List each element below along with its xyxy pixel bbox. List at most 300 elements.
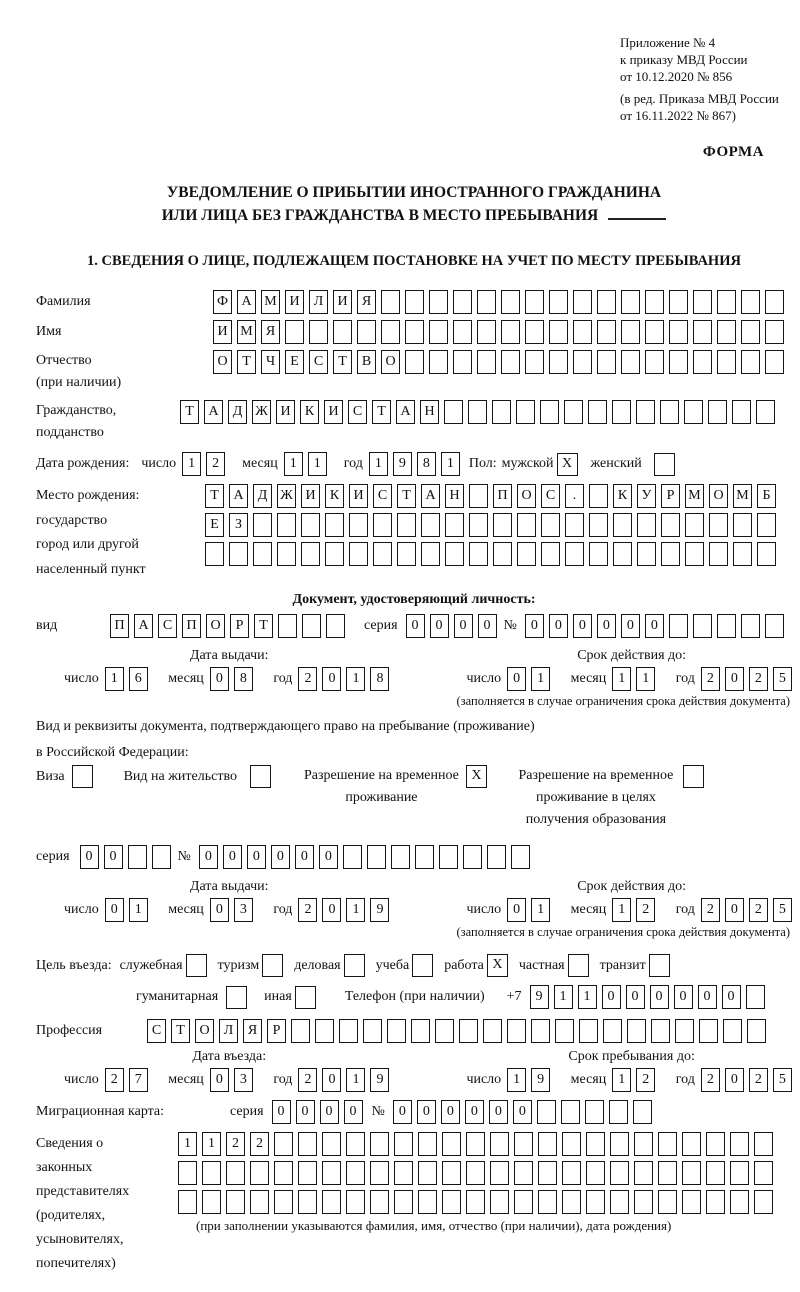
char-box[interactable] — [685, 513, 704, 537]
char-box[interactable]: З — [229, 513, 248, 537]
char-box[interactable] — [757, 542, 776, 566]
char-box[interactable] — [274, 1132, 293, 1156]
char-box[interactable]: О — [517, 484, 536, 508]
char-box[interactable]: 7 — [129, 1068, 148, 1092]
char-box[interactable] — [514, 1190, 533, 1214]
char-box[interactable] — [658, 1132, 677, 1156]
char-box[interactable]: 2 — [701, 898, 720, 922]
char-box[interactable] — [525, 290, 544, 314]
char-box[interactable] — [730, 1190, 749, 1214]
char-box[interactable] — [346, 1190, 365, 1214]
char-box[interactable]: 1 — [178, 1132, 197, 1156]
char-box[interactable] — [538, 1161, 557, 1185]
char-box[interactable] — [514, 1161, 533, 1185]
char-box[interactable]: 0 — [322, 667, 341, 691]
char-box[interactable] — [397, 513, 416, 537]
char-box[interactable] — [325, 513, 344, 537]
char-box[interactable]: У — [637, 484, 656, 508]
char-box[interactable] — [706, 1132, 725, 1156]
char-box[interactable]: 0 — [210, 1068, 229, 1092]
purpose-tourism-checkbox[interactable] — [262, 954, 283, 977]
sex-male-checkbox[interactable]: X — [557, 453, 578, 476]
char-box[interactable]: 0 — [507, 898, 526, 922]
char-box[interactable]: 0 — [406, 614, 425, 638]
char-box[interactable]: Е — [285, 350, 304, 374]
char-box[interactable] — [483, 1019, 502, 1043]
char-box[interactable]: П — [110, 614, 129, 638]
char-box[interactable]: О — [206, 614, 225, 638]
char-box[interactable] — [610, 1190, 629, 1214]
char-box[interactable] — [717, 614, 736, 638]
char-box[interactable] — [621, 290, 640, 314]
char-box[interactable] — [394, 1132, 413, 1156]
char-box[interactable]: 0 — [322, 898, 341, 922]
char-box[interactable] — [562, 1190, 581, 1214]
char-box[interactable] — [466, 1190, 485, 1214]
char-box[interactable] — [301, 513, 320, 537]
char-box[interactable] — [573, 350, 592, 374]
char-box[interactable]: 2 — [749, 1068, 768, 1092]
char-box[interactable] — [730, 1132, 749, 1156]
char-box[interactable] — [561, 1100, 580, 1124]
char-box[interactable] — [349, 542, 368, 566]
char-box[interactable] — [682, 1161, 701, 1185]
char-box[interactable] — [565, 542, 584, 566]
char-box[interactable] — [684, 400, 703, 424]
char-box[interactable]: 0 — [223, 845, 242, 869]
char-box[interactable]: С — [158, 614, 177, 638]
char-box[interactable] — [693, 614, 712, 638]
char-box[interactable]: А — [421, 484, 440, 508]
char-box[interactable]: В — [357, 350, 376, 374]
char-box[interactable] — [564, 400, 583, 424]
char-box[interactable]: 0 — [650, 985, 669, 1009]
char-box[interactable]: 1 — [612, 667, 631, 691]
purpose-official-checkbox[interactable] — [186, 954, 207, 977]
char-box[interactable] — [621, 320, 640, 344]
char-box[interactable] — [597, 320, 616, 344]
char-box[interactable]: Р — [661, 484, 680, 508]
char-box[interactable] — [517, 542, 536, 566]
char-box[interactable]: 0 — [80, 845, 99, 869]
char-box[interactable]: С — [309, 350, 328, 374]
char-box[interactable] — [610, 1161, 629, 1185]
char-box[interactable]: 9 — [531, 1068, 550, 1092]
char-box[interactable]: 5 — [773, 898, 792, 922]
residence-permit-checkbox[interactable] — [250, 765, 271, 788]
char-box[interactable]: 8 — [370, 667, 389, 691]
char-box[interactable] — [453, 350, 472, 374]
char-box[interactable] — [669, 350, 688, 374]
char-box[interactable]: 9 — [370, 1068, 389, 1092]
char-box[interactable] — [525, 320, 544, 344]
char-box[interactable] — [394, 1161, 413, 1185]
char-box[interactable]: Ф — [213, 290, 232, 314]
char-box[interactable] — [477, 320, 496, 344]
char-box[interactable] — [746, 985, 765, 1009]
char-box[interactable]: 1 — [578, 985, 597, 1009]
char-box[interactable] — [453, 320, 472, 344]
char-box[interactable] — [302, 614, 321, 638]
char-box[interactable]: К — [300, 400, 319, 424]
char-box[interactable] — [429, 290, 448, 314]
char-box[interactable] — [741, 320, 760, 344]
char-box[interactable]: 3 — [234, 898, 253, 922]
char-box[interactable] — [469, 513, 488, 537]
char-box[interactable] — [693, 350, 712, 374]
char-box[interactable] — [277, 542, 296, 566]
char-box[interactable] — [339, 1019, 358, 1043]
char-box[interactable] — [477, 290, 496, 314]
char-box[interactable] — [435, 1019, 454, 1043]
char-box[interactable] — [708, 400, 727, 424]
char-box[interactable] — [298, 1161, 317, 1185]
char-box[interactable]: 0 — [725, 898, 744, 922]
char-box[interactable] — [538, 1132, 557, 1156]
char-box[interactable] — [274, 1190, 293, 1214]
char-box[interactable] — [298, 1132, 317, 1156]
char-box[interactable] — [444, 400, 463, 424]
char-box[interactable]: Н — [445, 484, 464, 508]
char-box[interactable] — [612, 400, 631, 424]
char-box[interactable] — [756, 400, 775, 424]
char-box[interactable] — [562, 1132, 581, 1156]
char-box[interactable] — [621, 350, 640, 374]
char-box[interactable] — [658, 1190, 677, 1214]
char-box[interactable]: 0 — [272, 1100, 291, 1124]
char-box[interactable]: 0 — [597, 614, 616, 638]
char-box[interactable] — [418, 1132, 437, 1156]
char-box[interactable]: 0 — [513, 1100, 532, 1124]
char-box[interactable]: 9 — [530, 985, 549, 1009]
char-box[interactable] — [411, 1019, 430, 1043]
char-box[interactable] — [459, 1019, 478, 1043]
char-box[interactable]: И — [301, 484, 320, 508]
char-box[interactable] — [250, 1161, 269, 1185]
char-box[interactable]: 0 — [247, 845, 266, 869]
char-box[interactable] — [613, 542, 632, 566]
char-box[interactable] — [733, 513, 752, 537]
char-box[interactable] — [516, 400, 535, 424]
char-box[interactable] — [634, 1132, 653, 1156]
char-box[interactable]: 1 — [105, 667, 124, 691]
char-box[interactable]: 6 — [129, 667, 148, 691]
char-box[interactable]: 9 — [370, 898, 389, 922]
char-box[interactable] — [747, 1019, 766, 1043]
char-box[interactable]: 1 — [369, 452, 388, 476]
char-box[interactable] — [597, 350, 616, 374]
char-box[interactable]: 2 — [749, 898, 768, 922]
char-box[interactable] — [645, 290, 664, 314]
char-box[interactable] — [418, 1190, 437, 1214]
char-box[interactable]: И — [333, 290, 352, 314]
char-box[interactable]: П — [182, 614, 201, 638]
char-box[interactable] — [741, 350, 760, 374]
char-box[interactable]: М — [733, 484, 752, 508]
char-box[interactable] — [549, 350, 568, 374]
char-box[interactable] — [613, 513, 632, 537]
char-box[interactable] — [309, 320, 328, 344]
char-box[interactable]: С — [147, 1019, 166, 1043]
purpose-transit-checkbox[interactable] — [649, 954, 670, 977]
char-box[interactable]: 0 — [393, 1100, 412, 1124]
char-box[interactable]: 2 — [636, 1068, 655, 1092]
char-box[interactable] — [487, 845, 506, 869]
char-box[interactable]: 9 — [393, 452, 412, 476]
char-box[interactable]: 1 — [182, 452, 201, 476]
char-box[interactable] — [717, 290, 736, 314]
char-box[interactable]: 0 — [104, 845, 123, 869]
char-box[interactable] — [370, 1190, 389, 1214]
char-box[interactable] — [723, 1019, 742, 1043]
char-box[interactable] — [202, 1190, 221, 1214]
char-box[interactable]: Д — [228, 400, 247, 424]
char-box[interactable] — [555, 1019, 574, 1043]
char-box[interactable]: Л — [309, 290, 328, 314]
char-box[interactable]: Я — [261, 320, 280, 344]
char-box[interactable] — [525, 350, 544, 374]
char-box[interactable] — [405, 290, 424, 314]
char-box[interactable] — [589, 513, 608, 537]
char-box[interactable]: Я — [357, 290, 376, 314]
purpose-humanitarian-checkbox[interactable] — [226, 986, 247, 1009]
char-box[interactable]: Л — [219, 1019, 238, 1043]
char-box[interactable] — [573, 320, 592, 344]
temp-residence-checkbox[interactable]: X — [466, 765, 487, 788]
char-box[interactable] — [367, 845, 386, 869]
char-box[interactable]: А — [204, 400, 223, 424]
char-box[interactable] — [315, 1019, 334, 1043]
sex-female-checkbox[interactable] — [654, 453, 675, 476]
char-box[interactable] — [754, 1190, 773, 1214]
char-box[interactable] — [610, 1132, 629, 1156]
char-box[interactable]: 1 — [346, 667, 365, 691]
char-box[interactable] — [603, 1019, 622, 1043]
char-box[interactable] — [588, 400, 607, 424]
char-box[interactable]: 1 — [612, 1068, 631, 1092]
char-box[interactable] — [381, 290, 400, 314]
char-box[interactable] — [370, 1132, 389, 1156]
char-box[interactable]: Т — [205, 484, 224, 508]
char-box[interactable] — [540, 400, 559, 424]
char-box[interactable] — [589, 542, 608, 566]
char-box[interactable] — [661, 542, 680, 566]
char-box[interactable]: 1 — [636, 667, 655, 691]
char-box[interactable]: Т — [372, 400, 391, 424]
char-box[interactable] — [634, 1161, 653, 1185]
char-box[interactable] — [541, 542, 560, 566]
char-box[interactable]: 2 — [250, 1132, 269, 1156]
char-box[interactable] — [349, 513, 368, 537]
char-box[interactable] — [274, 1161, 293, 1185]
char-box[interactable]: 0 — [105, 898, 124, 922]
char-box[interactable]: И — [213, 320, 232, 344]
char-box[interactable]: 0 — [602, 985, 621, 1009]
char-box[interactable] — [717, 320, 736, 344]
char-box[interactable]: 0 — [725, 667, 744, 691]
char-box[interactable] — [661, 513, 680, 537]
temp-residence-education-checkbox[interactable] — [683, 765, 704, 788]
char-box[interactable]: 0 — [295, 845, 314, 869]
char-box[interactable] — [585, 1100, 604, 1124]
char-box[interactable]: 0 — [573, 614, 592, 638]
char-box[interactable]: 2 — [105, 1068, 124, 1092]
char-box[interactable] — [706, 1161, 725, 1185]
char-box[interactable] — [490, 1190, 509, 1214]
char-box[interactable]: . — [565, 484, 584, 508]
char-box[interactable]: 0 — [645, 614, 664, 638]
char-box[interactable]: 0 — [454, 614, 473, 638]
char-box[interactable] — [468, 400, 487, 424]
char-box[interactable] — [363, 1019, 382, 1043]
purpose-business-checkbox[interactable] — [344, 954, 365, 977]
char-box[interactable]: Р — [267, 1019, 286, 1043]
char-box[interactable] — [669, 290, 688, 314]
char-box[interactable]: 0 — [478, 614, 497, 638]
char-box[interactable]: 0 — [320, 1100, 339, 1124]
char-box[interactable] — [477, 350, 496, 374]
char-box[interactable] — [466, 1132, 485, 1156]
char-box[interactable]: 2 — [636, 898, 655, 922]
char-box[interactable] — [418, 1161, 437, 1185]
char-box[interactable]: 2 — [298, 898, 317, 922]
char-box[interactable] — [645, 320, 664, 344]
char-box[interactable]: 1 — [507, 1068, 526, 1092]
char-box[interactable]: С — [348, 400, 367, 424]
char-box[interactable] — [250, 1190, 269, 1214]
char-box[interactable] — [453, 290, 472, 314]
char-box[interactable]: 0 — [417, 1100, 436, 1124]
char-box[interactable]: 8 — [234, 667, 253, 691]
char-box[interactable]: 1 — [308, 452, 327, 476]
char-box[interactable]: Д — [253, 484, 272, 508]
char-box[interactable]: 0 — [722, 985, 741, 1009]
char-box[interactable]: 1 — [441, 452, 460, 476]
char-box[interactable]: Т — [397, 484, 416, 508]
char-box[interactable]: 8 — [417, 452, 436, 476]
char-box[interactable] — [586, 1161, 605, 1185]
char-box[interactable]: Т — [237, 350, 256, 374]
char-box[interactable]: 0 — [626, 985, 645, 1009]
char-box[interactable] — [322, 1190, 341, 1214]
char-box[interactable] — [490, 1161, 509, 1185]
char-box[interactable]: 0 — [698, 985, 717, 1009]
char-box[interactable]: 5 — [773, 1068, 792, 1092]
char-box[interactable] — [669, 320, 688, 344]
char-box[interactable] — [333, 320, 352, 344]
char-box[interactable]: 0 — [210, 898, 229, 922]
char-box[interactable] — [586, 1190, 605, 1214]
char-box[interactable] — [463, 845, 482, 869]
char-box[interactable] — [326, 614, 345, 638]
char-box[interactable] — [152, 845, 171, 869]
char-box[interactable]: К — [325, 484, 344, 508]
char-box[interactable] — [636, 400, 655, 424]
char-box[interactable]: О — [213, 350, 232, 374]
char-box[interactable]: 0 — [210, 667, 229, 691]
char-box[interactable] — [205, 542, 224, 566]
char-box[interactable]: 2 — [298, 667, 317, 691]
char-box[interactable]: 1 — [129, 898, 148, 922]
char-box[interactable] — [285, 320, 304, 344]
char-box[interactable] — [706, 1190, 725, 1214]
char-box[interactable] — [637, 513, 656, 537]
char-box[interactable]: 1 — [346, 898, 365, 922]
char-box[interactable] — [669, 614, 688, 638]
char-box[interactable] — [586, 1132, 605, 1156]
char-box[interactable]: 2 — [298, 1068, 317, 1092]
char-box[interactable]: И — [276, 400, 295, 424]
char-box[interactable] — [685, 542, 704, 566]
char-box[interactable] — [229, 542, 248, 566]
char-box[interactable]: 0 — [525, 614, 544, 638]
char-box[interactable] — [373, 542, 392, 566]
char-box[interactable] — [565, 513, 584, 537]
char-box[interactable] — [531, 1019, 550, 1043]
char-box[interactable] — [492, 400, 511, 424]
char-box[interactable] — [226, 1161, 245, 1185]
char-box[interactable] — [397, 542, 416, 566]
char-box[interactable] — [741, 290, 760, 314]
char-box[interactable] — [562, 1161, 581, 1185]
char-box[interactable] — [651, 1019, 670, 1043]
char-box[interactable]: Б — [757, 484, 776, 508]
char-box[interactable]: 0 — [296, 1100, 315, 1124]
char-box[interactable] — [507, 1019, 526, 1043]
char-box[interactable] — [573, 290, 592, 314]
char-box[interactable] — [597, 290, 616, 314]
char-box[interactable]: А — [134, 614, 153, 638]
char-box[interactable]: О — [709, 484, 728, 508]
char-box[interactable] — [370, 1161, 389, 1185]
char-box[interactable] — [394, 1190, 413, 1214]
char-box[interactable] — [346, 1132, 365, 1156]
char-box[interactable] — [178, 1190, 197, 1214]
char-box[interactable] — [709, 542, 728, 566]
char-box[interactable]: 3 — [234, 1068, 253, 1092]
char-box[interactable] — [301, 542, 320, 566]
char-box[interactable] — [660, 400, 679, 424]
char-box[interactable]: С — [541, 484, 560, 508]
visa-checkbox[interactable] — [72, 765, 93, 788]
char-box[interactable]: Т — [180, 400, 199, 424]
char-box[interactable]: 2 — [701, 1068, 720, 1092]
char-box[interactable]: 2 — [701, 667, 720, 691]
char-box[interactable] — [325, 542, 344, 566]
char-box[interactable] — [732, 400, 751, 424]
char-box[interactable] — [733, 542, 752, 566]
char-box[interactable] — [514, 1132, 533, 1156]
char-box[interactable]: 2 — [226, 1132, 245, 1156]
char-box[interactable] — [765, 350, 784, 374]
char-box[interactable] — [343, 845, 362, 869]
char-box[interactable] — [645, 350, 664, 374]
char-box[interactable]: 0 — [271, 845, 290, 869]
char-box[interactable] — [469, 484, 488, 508]
char-box[interactable] — [634, 1190, 653, 1214]
char-box[interactable] — [466, 1161, 485, 1185]
char-box[interactable]: 5 — [773, 667, 792, 691]
char-box[interactable] — [609, 1100, 628, 1124]
char-box[interactable]: 0 — [430, 614, 449, 638]
char-box[interactable] — [387, 1019, 406, 1043]
char-box[interactable]: 0 — [441, 1100, 460, 1124]
char-box[interactable]: Р — [230, 614, 249, 638]
char-box[interactable] — [469, 542, 488, 566]
char-box[interactable] — [501, 350, 520, 374]
char-box[interactable] — [415, 845, 434, 869]
char-box[interactable] — [730, 1161, 749, 1185]
